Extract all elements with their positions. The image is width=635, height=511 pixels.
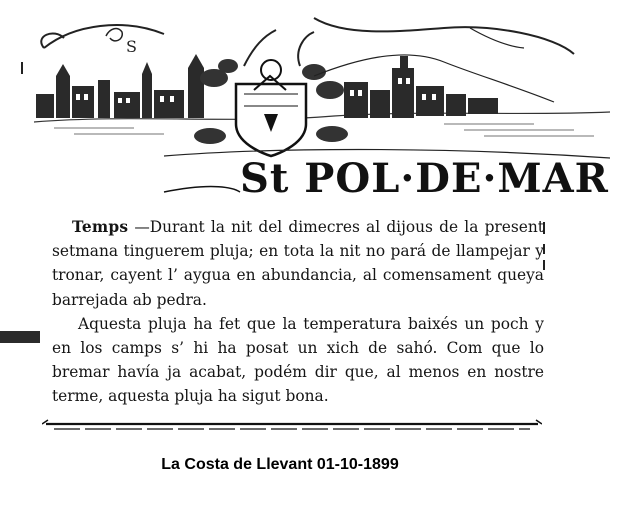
article-paragraph-2: Aquesta pluja ha fet que la temperatura baixés un poch y en los camps s’ hi ha posat un xich de sahó. Com que lo bremar havía ja acabat, podém dir que, al menos en nostre terme, aquesta pluja ha sigut bona. <box>52 314 544 406</box>
closing-rule <box>42 414 542 436</box>
source-caption: La Costa de Llevant 01-10-1899 <box>161 456 399 473</box>
masthead-engraving <box>14 6 610 200</box>
article-paragraph-1-text: —Durant la nit del dimecres al dijous de la present setmana tinguerem pluja; en tota la nit no pará de llampejar y tronar, cayent l’ aygua en abundancia, al comensament queya barrejada ab pedra. <box>52 218 544 309</box>
left-margin-bar <box>0 331 40 343</box>
article-lead-word: Temps <box>72 218 129 236</box>
article-paragraph-1 <box>52 215 544 312</box>
svg-text:S: S <box>126 37 137 56</box>
svg-text:St POL·DE·MAR: St POL·DE·MAR <box>240 155 609 200</box>
news-article <box>52 215 544 409</box>
masthead-illustration <box>14 6 610 200</box>
